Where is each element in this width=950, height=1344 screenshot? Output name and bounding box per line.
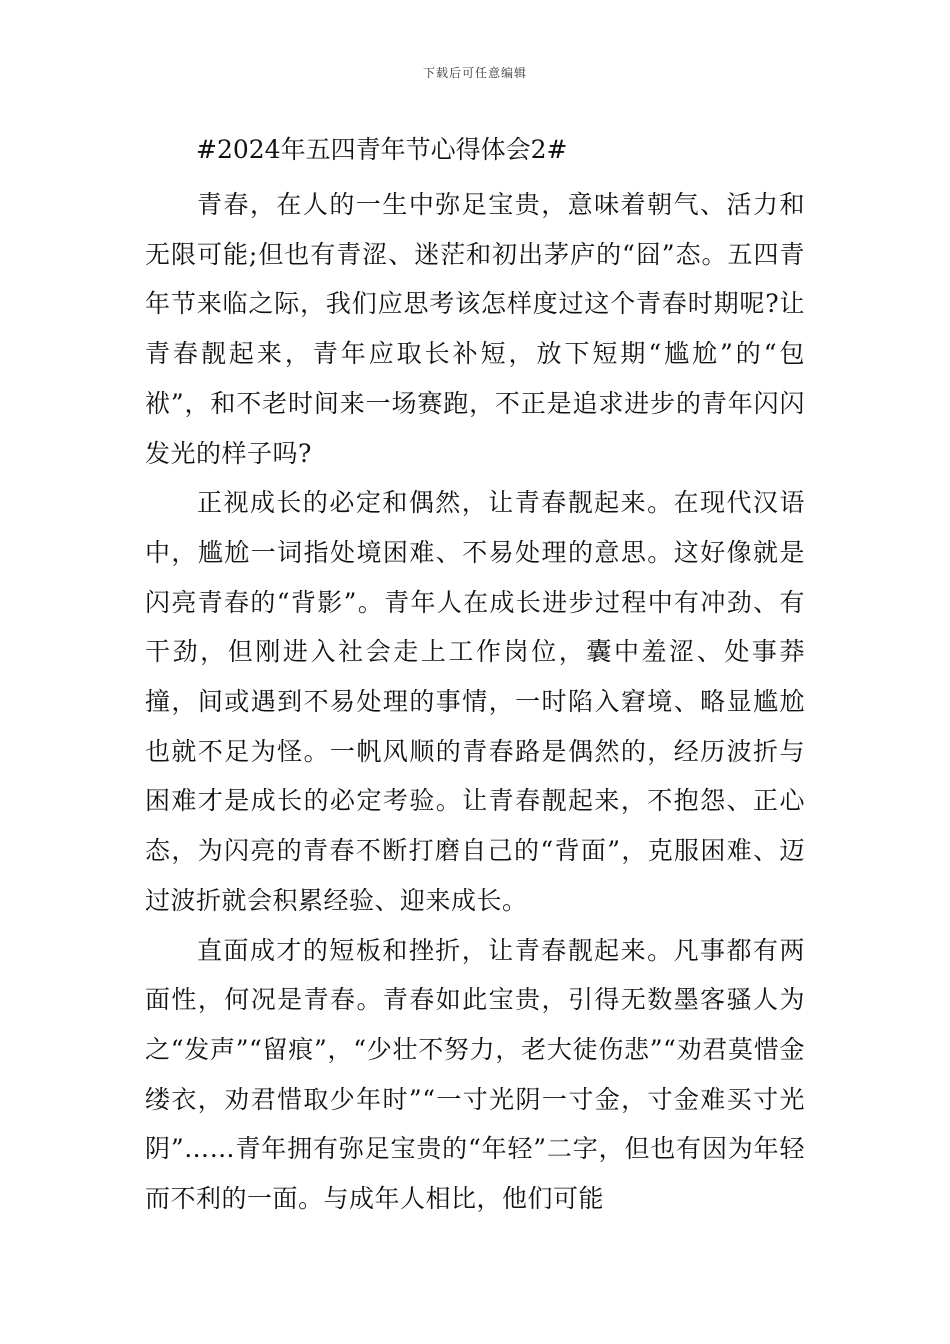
paragraph-3: 直面成才的短板和挫折，让青春靓起来。凡事都有两面性，何况是青春。青春如此宝贵，引得无数墨客骚人为之“发声”“留痕”，“少壮不努力，老大徒伤悲”“劝君莫惜金缕衣，劝君惜取少年时”“一寸光阴一寸金，寸金难买寸光阴”……青年拥有弥足宝贵的“年轻”二字，但也有因为年轻而不利的一面。与成年人相比，他们可能 [145,935,805,1214]
paragraph-2: 正视成长的必定和偶然，让青春靓起来。在现代汉语中，尴尬一词指处境困难、不易处理的意思。这好像就是闪亮青春的“背影”。青年人在成长进步过程中有冲劲、有干劲，但刚进入社会走上工作岗位，囊中羞涩、处事莽撞，间或遇到不易处理的事情，一时陷入窘境、略显尴尬也就不足为怪。一帆风顺的青春路是偶然的，经历波折与困难才是成长的必定考验。让青春靓起来，不抱怨、正心态，为闪亮的青春不断打磨自己的“背面”，克服困难、迈过波折就会积累经验、迎来成长。 [145,488,805,915]
page-header: 下载后可任意编辑 [422,66,527,80]
document-title: #2024年五四青年节心得体会2# [196,135,568,164]
document-body [145,180,805,1224]
paragraph-1: 青春，在人的一生中弥足宝贵，意味着朝气、活力和无限可能;但也有青涩、迷茫和初出茅庐的“囧”态。五四青年节来临之际，我们应思考该怎样度过这个青春时期呢?让青春靓起来，青年应取长补短，放下短期“尴尬”的“包袱”，和不老时间来一场赛跑，不正是追求进步的青年闪闪发光的样子吗? [145,190,805,468]
